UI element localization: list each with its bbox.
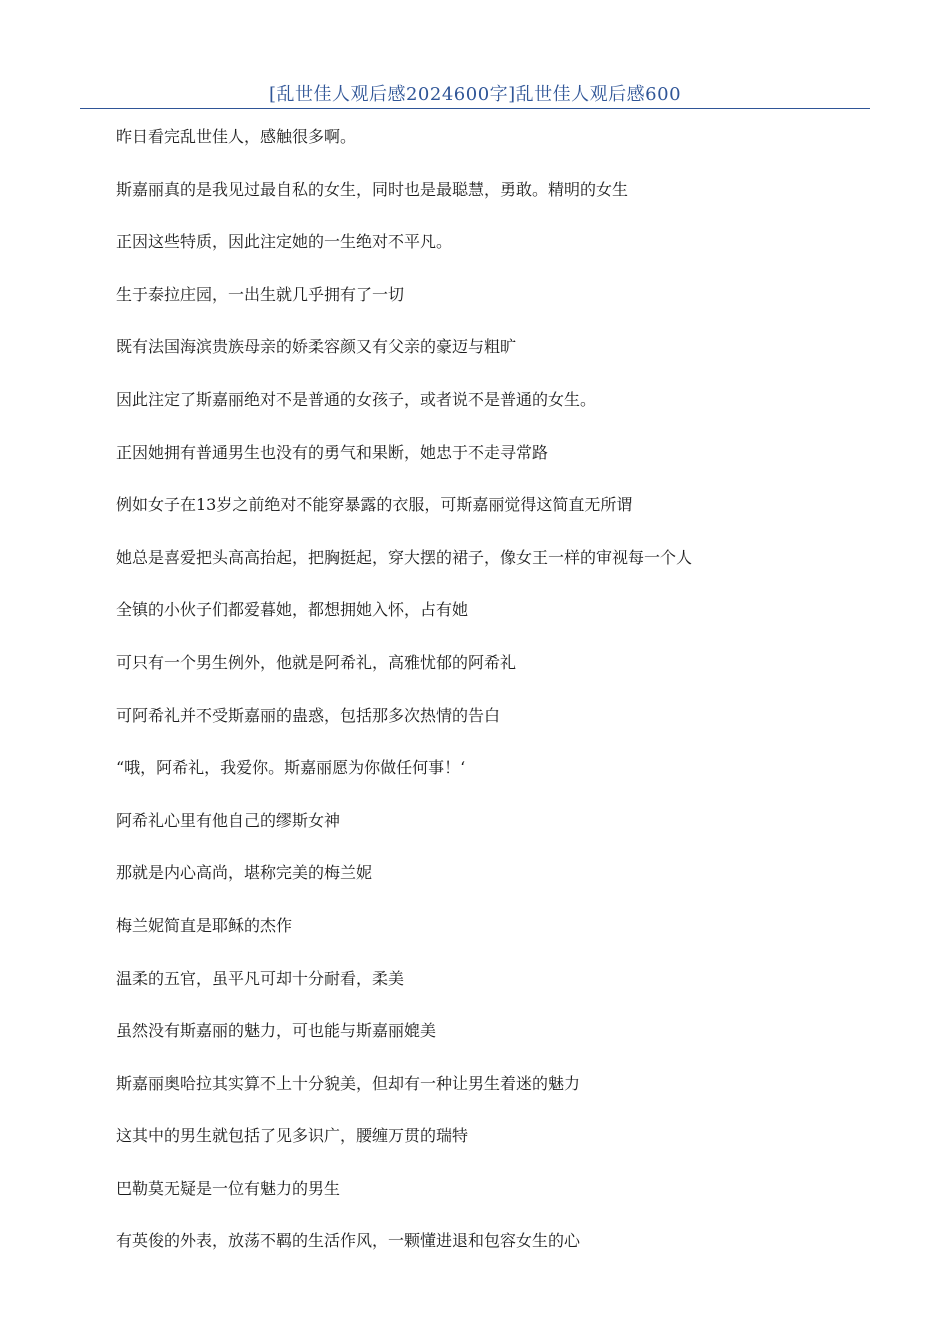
paragraph: “哦，阿希礼，我爱你。斯嘉丽愿为你做任何事！‘ — [116, 758, 466, 778]
paragraph: 有英俊的外表，放荡不羁的生活作风，一颗懂进退和包容女生的心 — [116, 1231, 581, 1251]
paragraph: 昨日看完乱世佳人，感触很多啊。 — [116, 127, 357, 146]
paragraph: 温柔的五官，虽平凡可却十分耐看，柔美 — [116, 968, 405, 988]
paragraph: 全镇的小伙子们都爱暮她，都想拥她入怀，占有她 — [116, 600, 469, 620]
page-header-title: [乱世佳人观后感2024600字]乱世佳人观后感600 — [268, 84, 682, 105]
paragraph: 梅兰妮简直是耶稣的杰作 — [116, 915, 293, 935]
paragraph: 斯嘉丽奥哈拉其实算不上十分貌美，但却有一种让男生着迷的魅力 — [116, 1073, 581, 1093]
paragraph: 斯嘉丽真的是我见过最自私的女生，同时也是最聪慧，勇敢。精明的女生 — [116, 179, 629, 199]
header-divider — [80, 108, 870, 109]
paragraph: 她总是喜爱把头高高抬起，把胸挺起，穿大摆的裙子，像女王一样的审视每一个人 — [116, 547, 693, 567]
paragraph: 那就是内心高尚，堪称完美的梅兰妮 — [116, 863, 373, 883]
paragraph: 生于泰拉庄园，一出生就几乎拥有了一切 — [116, 284, 405, 304]
paragraph: 可只有一个男生例外，他就是阿希礼，高雅忧郁的阿希礼 — [116, 652, 517, 672]
paragraph: 因此注定了斯嘉丽绝对不是普通的女孩子，或者说不是普通的女生。 — [116, 389, 597, 409]
paragraph: 巴勒莫无疑是一位有魅力的男生 — [116, 1178, 341, 1198]
paragraph: 正因她拥有普通男生也没有的勇气和果断，她忠于不走寻常路 — [116, 442, 549, 462]
paragraph: 这其中的男生就包括了见多识广，腰缠万贯的瑞特 — [116, 1126, 469, 1146]
paragraph: 例如女子在13岁之前绝对不能穿暴露的衣服，可斯嘉丽觉得这简直无所谓 — [116, 495, 633, 515]
paragraph: 正因这些特质，因此注定她的一生绝对不平凡。 — [116, 232, 453, 252]
paragraph: 既有法国海滨贵族母亲的娇柔容颜又有父亲的豪迈与粗旷 — [116, 337, 517, 357]
paragraph: 阿希礼心里有他自己的缪斯女神 — [116, 810, 341, 830]
document-body — [116, 120, 876, 1277]
paragraph: 可阿希礼并不受斯嘉丽的蛊惑，包括那多次热情的告白 — [116, 705, 501, 725]
paragraph: 虽然没有斯嘉丽的魅力，可也能与斯嘉丽媲美 — [116, 1021, 437, 1041]
